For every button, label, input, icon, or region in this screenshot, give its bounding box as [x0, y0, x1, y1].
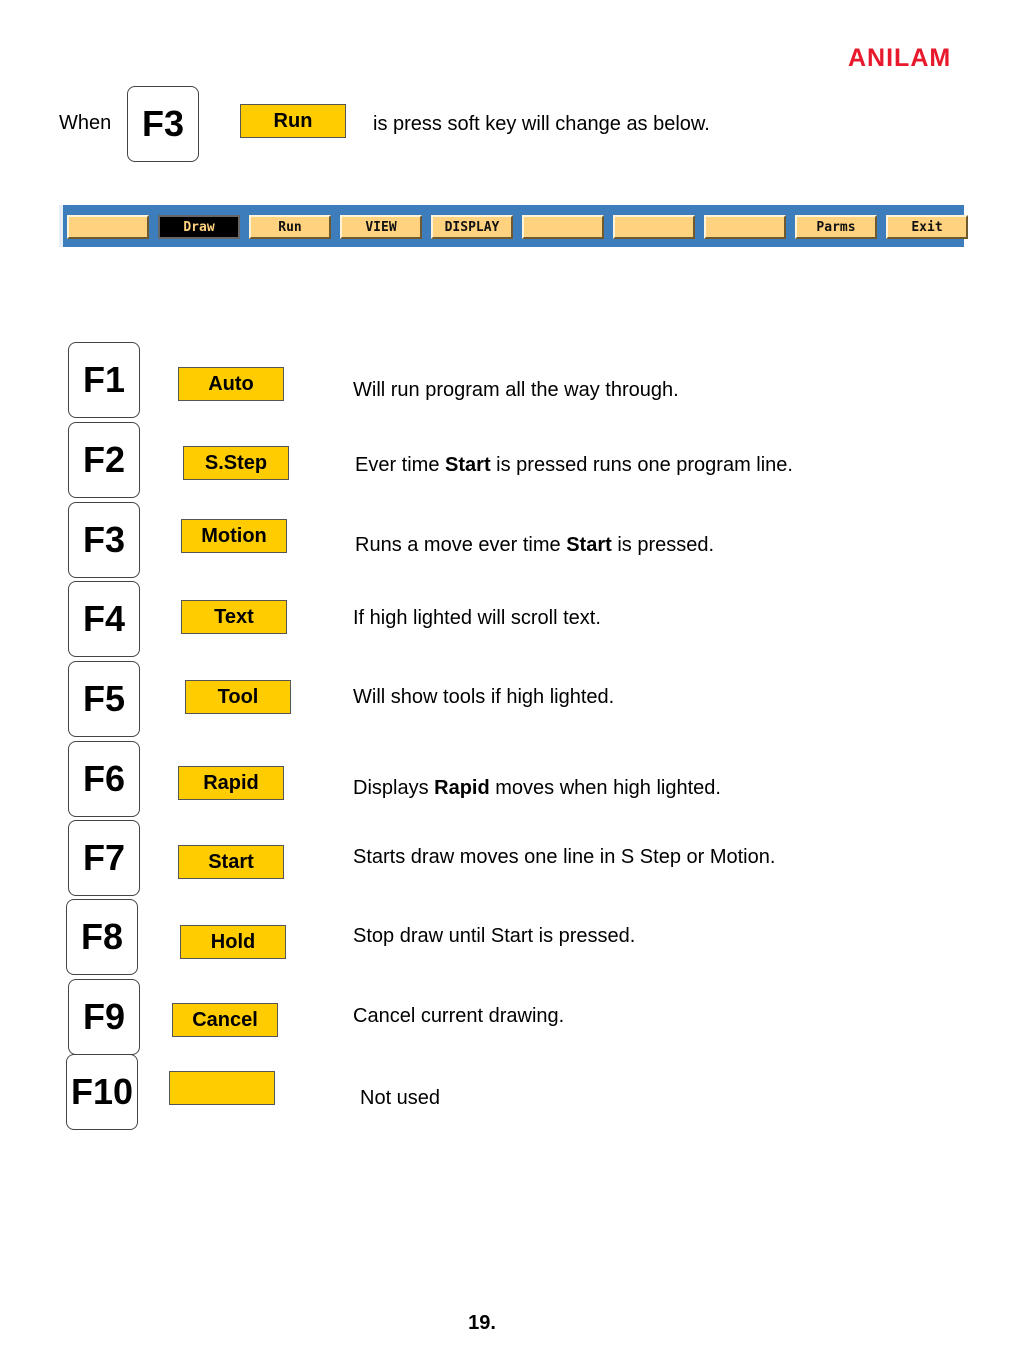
- f9-description: Cancel current drawing.: [353, 1005, 565, 1027]
- softbar-button-draw[interactable]: Draw: [158, 215, 240, 239]
- hold-softkey[interactable]: Hold: [180, 925, 286, 959]
- softkey-bar: [59, 205, 964, 247]
- intro-when-text: When: [59, 112, 112, 134]
- text-softkey[interactable]: Text: [181, 600, 287, 634]
- f1-description: Will run program all the way through.: [353, 379, 679, 401]
- rapid-softkey[interactable]: Rapid: [178, 766, 284, 800]
- f8-description: Stop draw until Start is pressed.: [353, 925, 636, 947]
- f2-desc-post: is pressed runs one program line.: [490, 454, 793, 476]
- f5-description: Will show tools if high lighted.: [353, 686, 615, 708]
- intro-description: is press soft key will change as below.: [373, 113, 710, 135]
- f6-description: [353, 777, 721, 800]
- f3-description: [355, 534, 714, 557]
- f7-key[interactable]: F7: [68, 820, 140, 896]
- f2-key[interactable]: F2: [68, 422, 140, 498]
- f10-key[interactable]: F10: [66, 1054, 138, 1130]
- anilam-logo: ANILAM: [848, 44, 952, 72]
- intro-f3-key[interactable]: F3: [127, 86, 199, 162]
- softbar-button-view[interactable]: VIEW: [340, 215, 422, 239]
- sstep-softkey[interactable]: S.Step: [183, 446, 289, 480]
- tool-softkey[interactable]: Tool: [185, 680, 291, 714]
- f3-key[interactable]: F3: [68, 502, 140, 578]
- softbar-button-run[interactable]: Run: [249, 215, 331, 239]
- f4-key[interactable]: F4: [68, 581, 140, 657]
- f3-desc-pre: Runs a move ever time: [355, 534, 567, 556]
- f2-desc-pre: Ever time: [355, 454, 446, 476]
- softbar-button-7[interactable]: [613, 215, 695, 239]
- f8-key[interactable]: F8: [66, 899, 138, 975]
- f10-description: Not used: [360, 1087, 441, 1109]
- cancel-softkey[interactable]: Cancel: [172, 1003, 278, 1037]
- f6-desc-bold: Rapid: [434, 777, 490, 799]
- f6-desc-pre: Displays: [353, 777, 435, 799]
- softbar-button-display[interactable]: DISPLAY: [431, 215, 513, 239]
- f6-desc-post: moves when high lighted.: [489, 777, 721, 799]
- f7-description: Starts draw moves one line in S Step or Motion.: [353, 846, 776, 868]
- softbar-button-6[interactable]: [522, 215, 604, 239]
- f9-key[interactable]: F9: [68, 979, 140, 1055]
- page-number: 19.: [468, 1312, 496, 1334]
- f2-description: [355, 454, 793, 477]
- motion-softkey[interactable]: Motion: [181, 519, 287, 553]
- intro-run-softkey[interactable]: Run: [240, 104, 346, 138]
- f6-key[interactable]: F6: [68, 741, 140, 817]
- f1-key[interactable]: F1: [68, 342, 140, 418]
- start-softkey[interactable]: Start: [178, 845, 284, 879]
- auto-softkey[interactable]: Auto: [178, 367, 284, 401]
- softbar-button-1[interactable]: [67, 215, 149, 239]
- f3-desc-bold: Start: [566, 534, 612, 556]
- softbar-button-8[interactable]: [704, 215, 786, 239]
- f2-desc-bold: Start: [445, 454, 491, 476]
- f4-description: If high lighted will scroll text.: [353, 607, 601, 629]
- f5-key[interactable]: F5: [68, 661, 140, 737]
- empty-softkey[interactable]: [169, 1071, 275, 1105]
- softbar-button-exit[interactable]: Exit: [886, 215, 968, 239]
- softbar-button-parms[interactable]: Parms: [795, 215, 877, 239]
- f3-desc-post: is pressed.: [611, 534, 715, 556]
